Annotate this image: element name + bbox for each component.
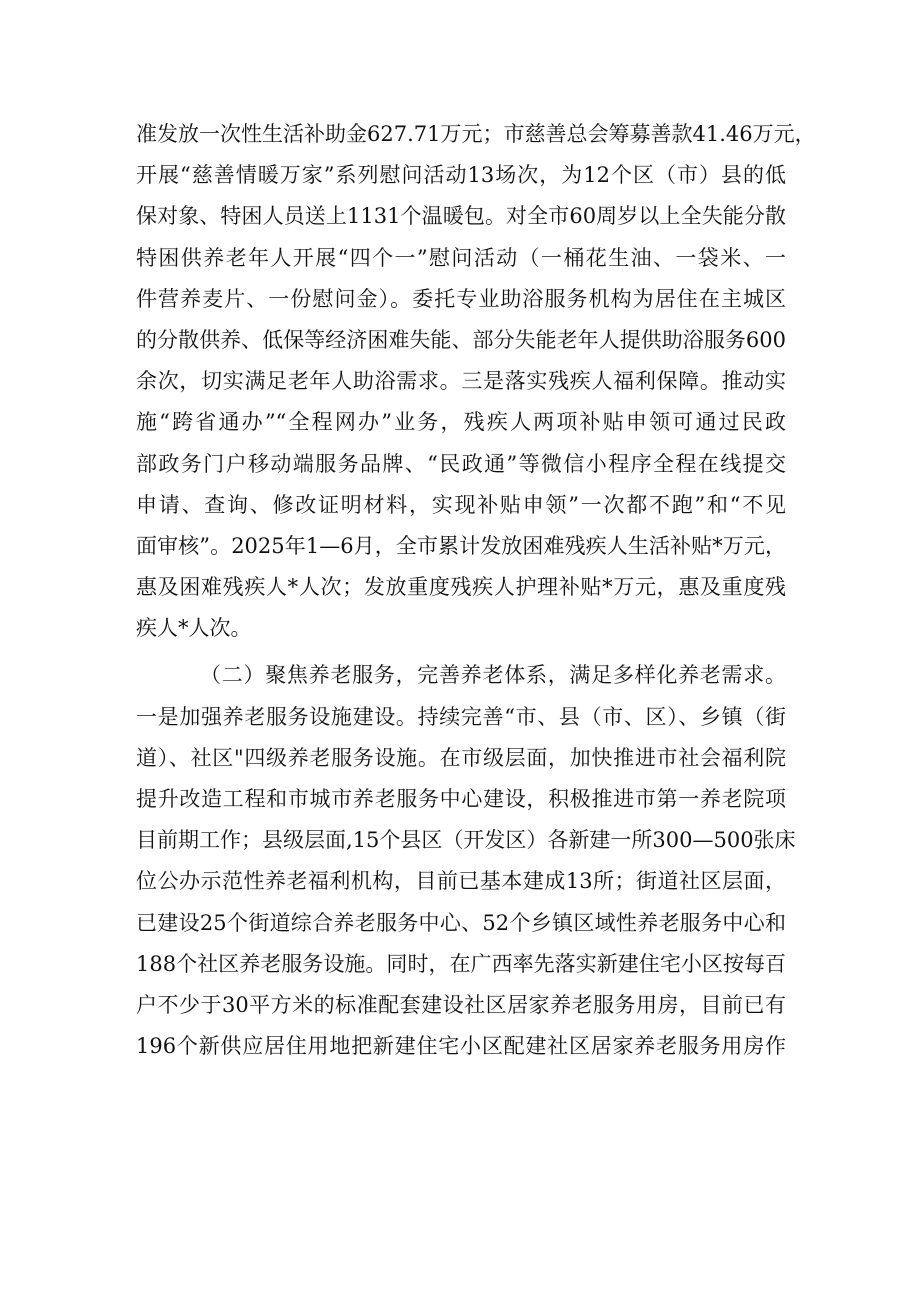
text-line: 的分散供养、低保等经济困难失能、部分失能老年人提供助浴服务600 <box>136 327 786 352</box>
text-line: 位公办示范性养老福利机构，目前已基本建成13所；街道社区层面， <box>136 869 786 894</box>
text-line: 196个新供应居住用地把新建住宅小区配建社区居家养老服务用房作 <box>136 1034 786 1059</box>
text-line: 户不少于30平方米的标准配套建设社区居家养老服务用房，目前已有 <box>136 992 786 1017</box>
text-line: 一是加强养老服务设施建设。持续完善“市、县（市、区）、乡镇（街 <box>136 704 786 729</box>
text-line: 件营养麦片、一份慰问金）。委托专业助浴服务机构为居住在主城区 <box>136 286 786 311</box>
text-line: 特困供养老年人开展“四个一”慰问活动（一桶花生油、一袋米、一 <box>136 245 786 270</box>
text-line: 保对象、特困人员送上1131个温暖包。对全市60周岁以上全失能分散 <box>136 204 786 229</box>
text-line: 面审核”。2025年1—6月，全市累计发放困难残疾人生活补贴*万元， <box>136 533 786 558</box>
text-line: 开展“慈善情暖万家”系列慰问活动13场次，为12个区（市）县的低 <box>136 163 786 188</box>
text-line: 惠及困难残疾人*人次；发放重度残疾人护理补贴*万元，惠及重度残 <box>136 575 786 600</box>
text-line: 目前期工作；县级层面,15个县区（开发区）各新建一所300—500张床 <box>136 828 796 853</box>
text-line: 余次，切实满足老年人助浴需求。三是落实残疾人福利保障。推动实 <box>136 369 786 394</box>
text-line: 已建设25个街道综合养老服务中心、52个乡镇区域性养老服务中心和 <box>136 910 786 935</box>
section-heading: （二）聚焦养老服务，完善养老体系，满足多样化养老需求。 <box>200 663 786 688</box>
text-line: 施“跨省通办”“全程网办”业务，残疾人两项补贴申领可通过民政 <box>136 410 786 435</box>
text-line: 准发放一次性生活补助金627.71万元；市慈善总会筹募善款41.46万元， <box>136 122 816 146</box>
text-line: 188个社区养老服务设施。同时，在广西率先落实新建住宅小区按每百 <box>136 951 786 976</box>
text-line: 申请、查询、修改证明材料，实现补贴申领”一次都不跑”和“不见 <box>136 492 786 517</box>
text-line: 道）、社区"四级养老服务设施。在市级层面，加快推进市社会福利院 <box>136 745 786 770</box>
text-line: 部政务门户移动端服务品牌、“民政通”等微信小程序全程在线提交 <box>136 451 786 476</box>
text-line: 提升改造工程和市城市养老服务中心建设，积极推进市第一养老院项 <box>136 787 786 811</box>
body-text <box>136 114 816 1067</box>
text-line: 疾人*人次。 <box>136 616 252 641</box>
